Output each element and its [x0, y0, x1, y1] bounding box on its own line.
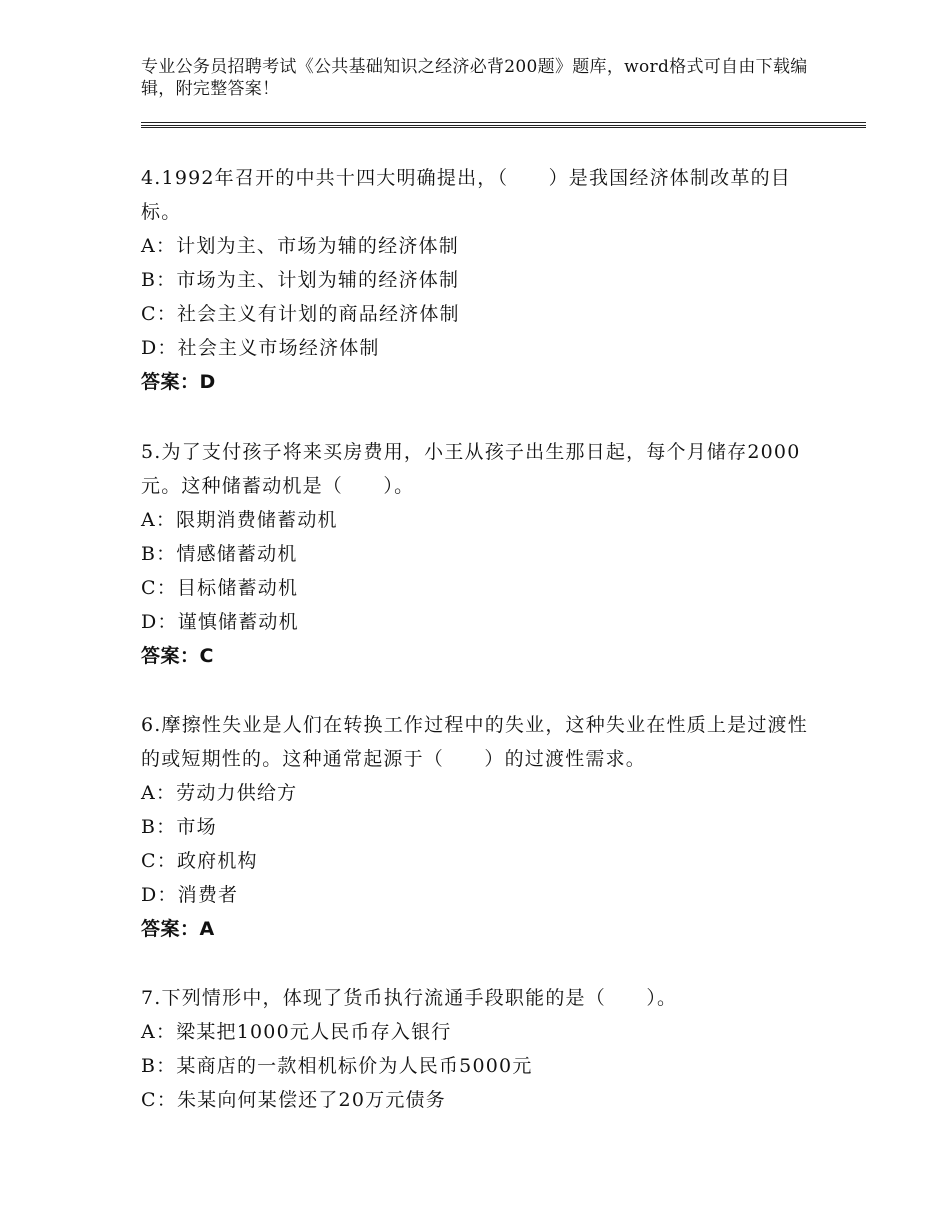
option-b: B：市场为主、计划为辅的经济体制	[141, 269, 460, 291]
question-stem: 7.下列情形中，体现了货币执行流通手段职能的是（ ）。	[141, 987, 678, 1009]
option-d: D：谨慎储蓄动机	[141, 611, 299, 633]
question-stem: 5.为了支付孩子将来买房费用，小王从孩子出生那日起，每个月储存2000元。这种储蓄动机是（ ）。	[141, 441, 801, 497]
question-5	[141, 435, 811, 673]
option-c: C：目标储蓄动机	[141, 577, 299, 599]
header-rule-bottom	[141, 127, 866, 128]
option-a: A：梁某把1000元人民币存入银行	[141, 1021, 452, 1043]
document-header: 专业公务员招聘考试《公共基础知识之经济必背200题》题库，word格式可自由下载编辑，附完整答案！	[141, 57, 808, 99]
question-stem: 6.摩擦性失业是人们在转换工作过程中的失业，这种失业在性质上是过渡性的或短期性的。这种通常起源于（ ）的过渡性需求。	[141, 714, 808, 770]
question-7	[141, 981, 811, 1117]
option-a: A：限期消费储蓄动机	[141, 509, 338, 531]
option-b: B：某商店的一款相机标价为人民币5000元	[141, 1055, 533, 1077]
question-4	[141, 161, 811, 399]
option-a: A：劳动力供给方	[141, 782, 298, 804]
option-c: C：政府机构	[141, 850, 258, 872]
question-stem: 4.1992年召开的中共十四大明确提出，（ ）是我国经济体制改革的目标。	[141, 167, 791, 223]
header-rule-top	[141, 122, 866, 123]
option-a: A：计划为主、市场为辅的经济体制	[141, 235, 459, 257]
option-c: C：社会主义有计划的商品经济体制	[141, 303, 460, 325]
answer-text: 答案：C	[141, 645, 214, 667]
option-d: D：社会主义市场经济体制	[141, 337, 380, 359]
option-c: C：朱某向何某偿还了20万元债务	[141, 1089, 446, 1111]
header-rule-middle	[141, 125, 866, 126]
option-b: B：市场	[141, 816, 217, 838]
question-6	[141, 708, 811, 946]
option-d: D：消费者	[141, 884, 239, 906]
answer-text: 答案：A	[141, 918, 215, 940]
option-b: B：情感储蓄动机	[141, 543, 298, 565]
answer-text: 答案：D	[141, 371, 216, 393]
